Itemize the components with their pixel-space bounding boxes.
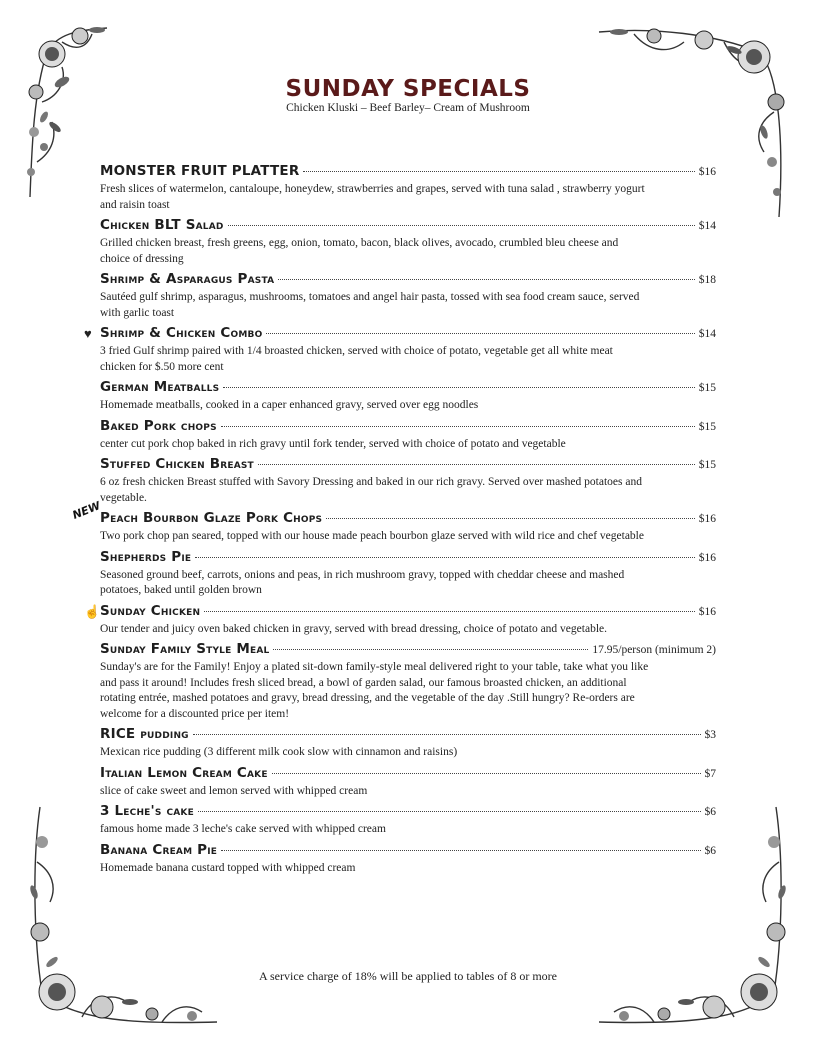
dot-leader <box>266 333 694 334</box>
menu-item <box>100 549 716 599</box>
menu-item <box>100 726 716 761</box>
menu-item-header <box>100 549 716 567</box>
menu-item-price: $7 <box>704 767 716 780</box>
menu-item-description: slice of cake sweet and lemon served with whipped cream <box>100 784 368 797</box>
menu-item <box>84 325 716 375</box>
new-badge: NEW <box>70 499 103 522</box>
menu-item-description: Sunday's are for the Family! Enjoy a plated sit-down family-style meal delivered right to your table, take what you like and pass it around! Includes fresh sliced bread, a bowl of garden salad, our famous broasted chicken, an additional rotating entrée, mashed potatoes and gravy, bread dressing, and the vegetable of the day .Still hungry? Re-orders are welcome for a discounted price per item! <box>100 661 649 720</box>
menu-item-price: $16 <box>698 166 716 178</box>
menu-item <box>100 803 716 838</box>
menu-item-name: Shrimp & Chicken Combo <box>100 325 263 341</box>
menu-item-name: RICE pudding <box>100 726 189 742</box>
menu-item-name: Chicken BLT Salad <box>100 217 224 233</box>
menu-item-price: $6 <box>704 806 716 818</box>
menu-item-name: Shrimp & Asparagus Pasta <box>100 271 275 287</box>
menu-item <box>100 379 716 414</box>
menu-item <box>84 602 716 638</box>
menu-item-name: Peach Bourbon Glaze Pork Chops <box>100 510 323 526</box>
page-title: SUNDAY SPECIALS <box>285 76 531 102</box>
menu-header <box>0 76 816 114</box>
menu-item-name: Baked Pork chops <box>100 417 217 434</box>
soup-list-subtitle: Chicken Kluski – Beef Barley– Cream of Mushroom <box>286 102 530 114</box>
menu-item-name: 3 Leche's cake <box>100 803 194 819</box>
menu-item-header <box>100 726 716 744</box>
menu-item-header <box>70 499 716 528</box>
menu-item <box>100 271 716 321</box>
menu-item-description: Mexican rice pudding (3 different milk cook slow with cinnamon and raisins) <box>100 746 458 758</box>
menu-item-header <box>100 217 716 235</box>
service-charge-note: A service charge of 18% will be applied to tables of 8 or more <box>258 969 558 983</box>
dot-leader <box>258 464 695 465</box>
menu-item <box>100 641 716 722</box>
heart-icon: ♥ <box>84 326 92 341</box>
menu-item <box>100 163 716 213</box>
menu-item-header <box>100 765 716 783</box>
dot-leader <box>193 734 701 735</box>
menu-item-header <box>100 641 716 659</box>
menu-item-description: Our tender and juicy oven baked chicken in gravy, served with bread dressing, choice of potato and vegetable. <box>100 622 607 635</box>
menu-item-header <box>100 271 716 289</box>
menu-item-header <box>100 456 716 474</box>
menu-item <box>100 456 716 506</box>
menu-item-header <box>84 325 716 343</box>
menu-item-header <box>100 418 716 436</box>
menu-item-price: $18 <box>698 274 716 286</box>
menu-item-name: Shepherds Pie <box>100 548 192 565</box>
menu-item-price: $3 <box>704 729 716 741</box>
menu-item-name: Banana Cream Pie <box>100 841 218 858</box>
menu-item-price: $15 <box>698 420 716 433</box>
menu-item-price: $16 <box>698 551 716 564</box>
menu-item-list <box>70 163 716 880</box>
dot-leader <box>228 225 695 226</box>
dot-leader <box>204 611 695 612</box>
dot-leader <box>278 279 695 280</box>
dot-leader <box>223 387 694 388</box>
menu-item-header <box>100 379 716 397</box>
menu-item <box>100 217 716 267</box>
menu-item-name: German Meatballs <box>100 379 220 395</box>
menu-item-header <box>100 163 716 181</box>
menu-item-header <box>100 803 716 821</box>
menu-item-description: Seasoned ground beef, carrots, onions and peas, in rich mushroom gravy, topped with cheddar cheese and mashed potatoes, baked until golden brown <box>100 568 625 596</box>
menu-item-description: 6 oz fresh chicken Breast stuffed with Savory Dressing and baked in our rich gravy. Served over mashed potatoes and vegetable. <box>100 476 642 504</box>
dot-leader <box>273 649 588 650</box>
menu-item-price: $14 <box>698 220 716 232</box>
menu-item-price: $14 <box>698 328 716 340</box>
menu-item-price: 17.95/person (minimum 2) <box>592 644 716 656</box>
menu-item-description: Grilled chicken breast, fresh greens, egg, onion, tomato, bacon, black olives, avocado, crumbled bleu cheese and choice of dressing <box>100 237 619 265</box>
menu-item <box>70 499 716 545</box>
menu-item-description: Two pork chop pan seared, topped with our house made peach bourbon glaze served with wild rice and chef vegetable <box>100 530 644 542</box>
menu-item-name: MONSTER FRUIT PLATTER <box>100 163 300 179</box>
menu-item-price: $6 <box>704 844 716 857</box>
menu-item-description: famous home made 3 leche's cake served with whipped cream <box>100 823 386 835</box>
menu-item-description: Fresh slices of watermelon, cantaloupe, honeydew, strawberries and grapes, served with tuna salad , strawberry yogurt and raisin toast <box>100 183 645 211</box>
menu-item-header <box>84 602 716 621</box>
menu-item-name: Italian Lemon Cream Cake <box>100 764 268 781</box>
dot-leader <box>221 850 700 851</box>
dot-leader <box>195 557 694 558</box>
menu-item-description: 3 fried Gulf shrimp paired with 1/4 broasted chicken, served with choice of potato, vegetable get all white meat chicken for $.50 more cent <box>100 345 613 373</box>
menu-item-description: Homemade banana custard topped with whipped cream <box>100 861 356 874</box>
dot-leader <box>303 171 694 172</box>
dot-leader <box>326 518 695 519</box>
menu-item-price: $16 <box>698 513 716 525</box>
menu-item <box>100 765 716 800</box>
dot-leader <box>272 773 701 774</box>
thumbs-up-icon: ☝ <box>84 603 101 619</box>
menu-item-description: center cut pork chop baked in rich gravy until fork tender, served with choice of potato and vegetable <box>100 437 566 450</box>
menu-item-name: Stuffed Chicken Breast <box>100 456 254 472</box>
menu-item-price: $15 <box>698 459 716 471</box>
menu-item-name: Sunday Chicken <box>100 602 201 619</box>
menu-item-price: $16 <box>698 605 716 618</box>
menu-item <box>100 842 716 877</box>
dot-leader <box>198 811 701 812</box>
menu-item-description: Sautéed gulf shrimp, asparagus, mushrooms, tomatoes and angel hair pasta, tossed with sea food cream sauce, served with garlic toast <box>100 291 640 319</box>
menu-item-name: Sunday Family Style Meal <box>100 641 270 657</box>
menu-item-price: $15 <box>698 382 716 394</box>
menu-item-header <box>100 842 716 860</box>
menu-item <box>100 418 716 453</box>
menu-item-description: Homemade meatballs, cooked in a caper enhanced gravy, served over egg noodles <box>100 399 479 411</box>
dot-leader <box>221 426 695 427</box>
